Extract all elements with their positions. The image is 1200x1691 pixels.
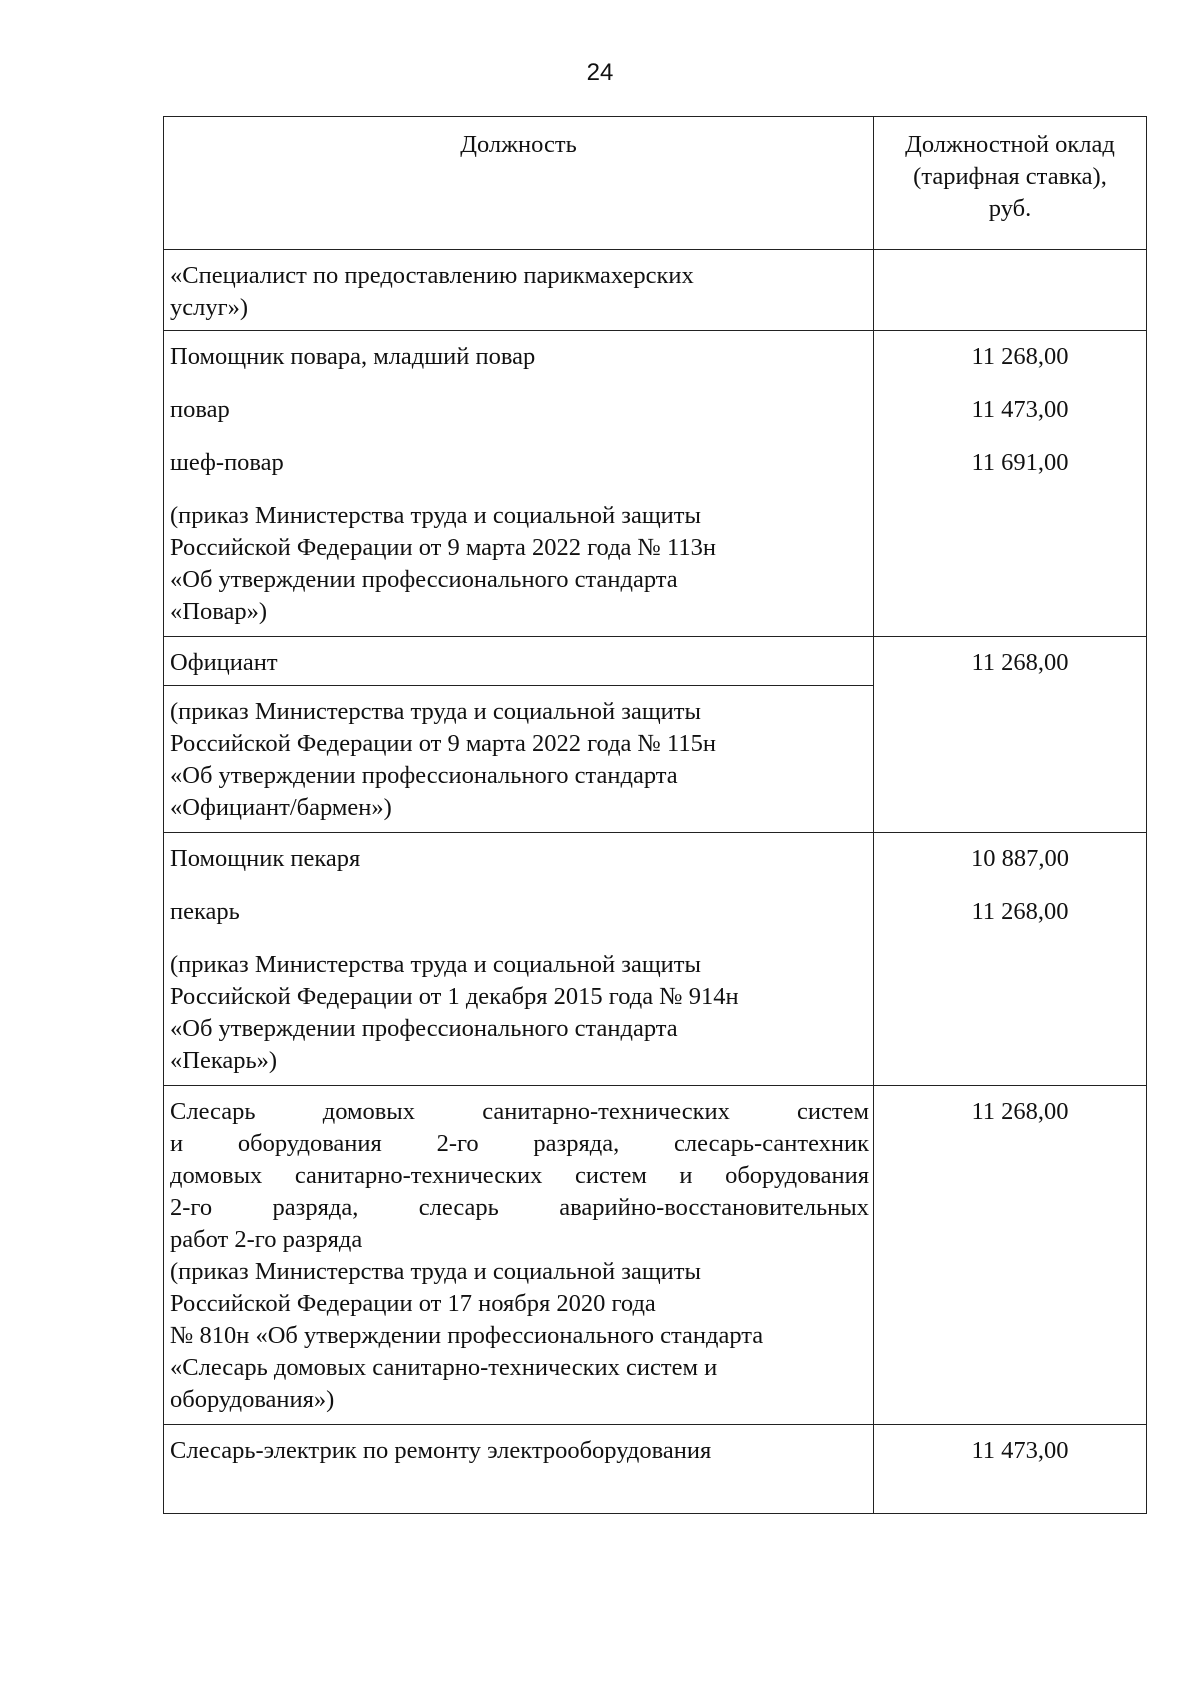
position-title: повар xyxy=(170,396,230,423)
table-row-hairdresser xyxy=(164,250,1147,331)
note-line: (приказ Министерства труда и социальной защиты xyxy=(170,698,701,725)
note-line: Российской Федерации от 17 ноября 2020 года xyxy=(170,1290,656,1317)
order-note xyxy=(170,949,869,1077)
position-text: 2-го разряда, слесарь аварийно-восстановительных xyxy=(170,1194,869,1221)
position-text: домовых санитарно-технических систем и оборудования xyxy=(170,1162,869,1189)
note-line: Российской Федерации от 1 декабря 2015 года № 914н xyxy=(170,983,739,1010)
position-title: Помощник повара, младший повар xyxy=(170,343,536,370)
table-row-baker xyxy=(164,833,1147,1086)
header-position: Должность xyxy=(164,117,874,250)
position-cell xyxy=(164,637,874,686)
table-row-waiter xyxy=(164,637,1147,686)
salary-value: 11 691,00 xyxy=(971,449,1069,476)
table-row-plumber xyxy=(164,1086,1147,1425)
salary-value: 11 473,00 xyxy=(971,1437,1069,1464)
salary-cell xyxy=(874,250,1147,331)
position-text: Слесарь домовых санитарно-технических систем xyxy=(170,1098,869,1125)
note-line: «Слесарь домовых санитарно-технических систем и xyxy=(170,1354,718,1381)
note-line: «Пекарь») xyxy=(170,1047,278,1074)
salary-value: 11 268,00 xyxy=(971,1098,1069,1125)
position-title: Слесарь-электрик по ремонту электрооборудования xyxy=(170,1437,712,1464)
position-text: и оборудования 2-го разряда, слесарь-сантехник xyxy=(170,1130,869,1157)
table-row-electrician xyxy=(164,1425,1147,1514)
position-text: работ 2-го разряда xyxy=(170,1226,363,1253)
note-line: «Об утверждении профессионального стандарта xyxy=(170,762,678,789)
order-note xyxy=(170,696,869,824)
position-title: пекарь xyxy=(170,898,240,925)
page-number: 24 xyxy=(586,59,614,86)
position-title: шеф-повар xyxy=(170,449,284,476)
note-line: оборудования») xyxy=(170,1386,335,1413)
note-line: (приказ Министерства труда и социальной защиты xyxy=(170,1258,701,1285)
note-line: «Официант/бармен») xyxy=(170,794,392,821)
salary-value: 11 268,00 xyxy=(971,343,1069,370)
position-cell xyxy=(164,833,874,1086)
table-header-row xyxy=(164,117,1147,250)
position-cell xyxy=(164,331,874,637)
note-line: Российской Федерации от 9 марта 2022 года № 115н xyxy=(170,730,716,757)
salary-value: 11 473,00 xyxy=(971,396,1069,423)
salary-value: 11 268,00 xyxy=(971,649,1069,676)
position-text: услуг») xyxy=(170,294,249,321)
salary-value: 11 268,00 xyxy=(971,898,1069,925)
position-title: Помощник пекаря xyxy=(170,845,361,872)
position-cell xyxy=(164,250,874,331)
table-row-cook xyxy=(164,331,1147,637)
salary-cell xyxy=(874,1086,1147,1425)
salary-cell xyxy=(874,833,1147,1086)
position-cell xyxy=(164,1425,874,1514)
header-salary-line: руб. xyxy=(988,195,1032,222)
note-line: «Об утверждении профессионального стандарта xyxy=(170,1015,678,1042)
position-cell xyxy=(164,686,874,833)
salary-cell xyxy=(874,637,1147,833)
header-salary-line: (тарифная ставка), xyxy=(913,163,1107,190)
note-line: № 810н «Об утверждении профессионального стандарта xyxy=(170,1322,764,1349)
position-text: «Специалист по предоставлению парикмахерских xyxy=(170,262,694,289)
note-line: «Повар») xyxy=(170,598,267,625)
salary-cell xyxy=(874,331,1147,637)
salary-table xyxy=(163,116,1147,1514)
note-line: (приказ Министерства труда и социальной защиты xyxy=(170,502,701,529)
salary-value: 10 887,00 xyxy=(971,845,1069,872)
order-note xyxy=(170,500,869,628)
position-title: Официант xyxy=(170,649,278,676)
position-cell xyxy=(164,1086,874,1425)
note-line: «Об утверждении профессионального стандарта xyxy=(170,566,678,593)
salary-cell xyxy=(874,1425,1147,1514)
header-salary xyxy=(874,117,1147,250)
note-line: Российской Федерации от 9 марта 2022 года № 113н xyxy=(170,534,716,561)
header-salary-line: Должностной оклад xyxy=(905,131,1115,158)
note-line: (приказ Министерства труда и социальной защиты xyxy=(170,951,701,978)
